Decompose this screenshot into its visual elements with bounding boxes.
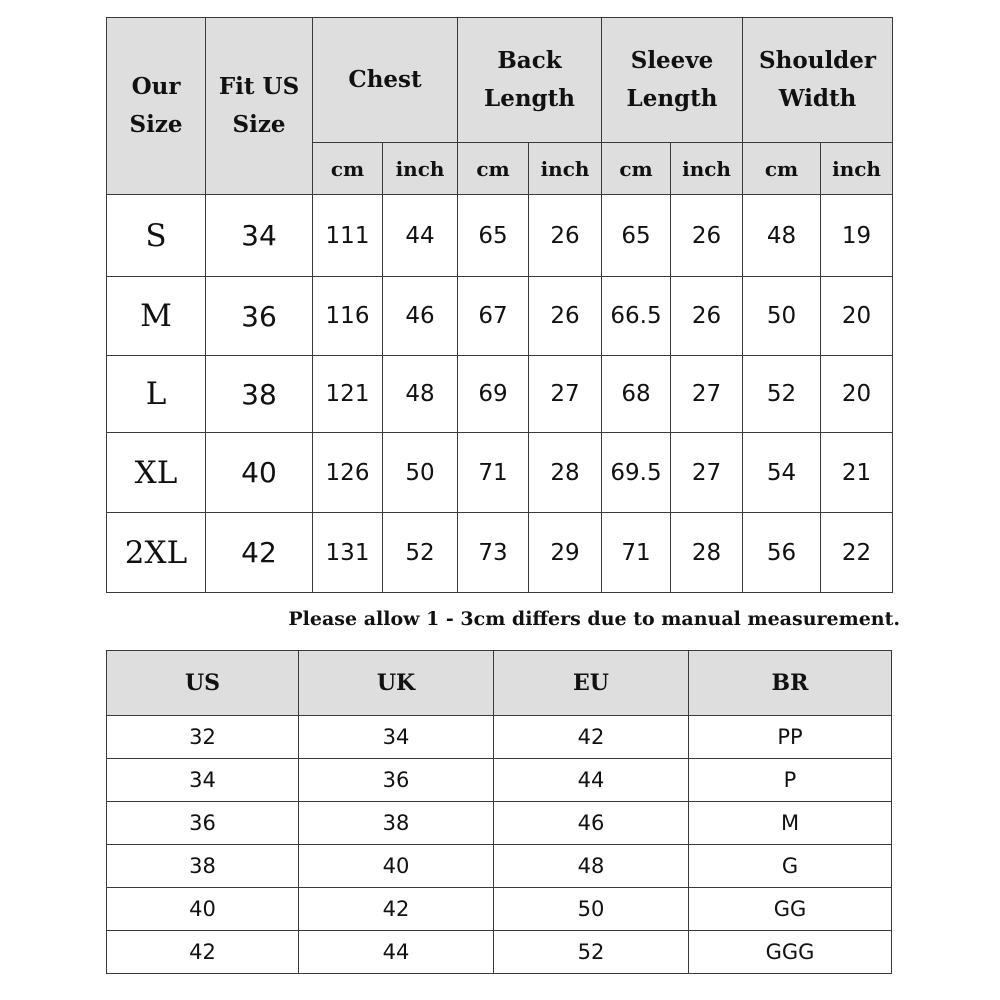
size-cell: 2XL [107,513,206,593]
br-cell: GGG [689,931,892,974]
fit-us-cell: 34 [206,195,313,277]
header-shoulder-width: Shoulder Width [743,18,893,143]
unit-header: inch [821,143,893,195]
sleeve-length-cm-cell: 71 [602,513,671,593]
us-cell: 36 [107,802,299,845]
shoulder-width-cm-cell: 52 [743,356,821,433]
us-cell: 38 [107,845,299,888]
back-length-inch-cell: 26 [529,277,602,356]
sleeve-length-inch-cell: 27 [671,356,743,433]
chest-inch-cell: 50 [383,433,458,513]
br-cell: P [689,759,892,802]
chest-cm-cell: 111 [313,195,383,277]
header-fit-us-size: Fit US Size [206,18,313,195]
sleeve-length-inch-cell: 26 [671,195,743,277]
fit-us-cell: 36 [206,277,313,356]
header-sleeve-length: Sleeve Length [602,18,743,143]
shoulder-width-inch-cell: 19 [821,195,893,277]
shoulder-width-inch-cell: 21 [821,433,893,513]
chest-inch-cell: 52 [383,513,458,593]
unit-header: cm [602,143,671,195]
unit-header: inch [383,143,458,195]
size-conversion-table [106,650,892,974]
back-length-cm-cell: 67 [458,277,529,356]
size-cell: XL [107,433,206,513]
table-row [107,931,892,974]
header-back-length: Back Length [458,18,602,143]
table-row [107,802,892,845]
unit-header: inch [671,143,743,195]
uk-cell: 42 [299,888,494,931]
uk-cell: 36 [299,759,494,802]
sleeve-length-inch-cell: 27 [671,433,743,513]
header-uk: UK [299,651,494,716]
chest-cm-cell: 131 [313,513,383,593]
sleeve-length-inch-cell: 26 [671,277,743,356]
fit-us-cell: 42 [206,513,313,593]
table-row [107,356,893,433]
eu-cell: 48 [494,845,689,888]
eu-cell: 46 [494,802,689,845]
uk-cell: 34 [299,716,494,759]
unit-header: cm [313,143,383,195]
us-cell: 34 [107,759,299,802]
table-row [107,888,892,931]
uk-cell: 38 [299,802,494,845]
sleeve-length-cm-cell: 69.5 [602,433,671,513]
table-row [107,513,893,593]
chest-inch-cell: 44 [383,195,458,277]
size-chart-table [106,17,893,593]
size-cell: L [107,356,206,433]
shoulder-width-cm-cell: 50 [743,277,821,356]
unit-header: cm [743,143,821,195]
br-cell: GG [689,888,892,931]
shoulder-width-inch-cell: 20 [821,277,893,356]
sleeve-length-cm-cell: 68 [602,356,671,433]
measurement-note: Please allow 1 - 3cm differs due to manual measurement. [288,608,900,630]
back-length-inch-cell: 27 [529,356,602,433]
unit-header: cm [458,143,529,195]
shoulder-width-cm-cell: 56 [743,513,821,593]
shoulder-width-cm-cell: 48 [743,195,821,277]
sleeve-length-cm-cell: 65 [602,195,671,277]
table-row [107,759,892,802]
sleeve-length-inch-cell: 28 [671,513,743,593]
size-cell: S [107,195,206,277]
shoulder-width-inch-cell: 20 [821,356,893,433]
table-row [107,433,893,513]
fit-us-cell: 38 [206,356,313,433]
table-row [107,195,893,277]
back-length-cm-cell: 71 [458,433,529,513]
br-cell: M [689,802,892,845]
unit-header: inch [529,143,602,195]
eu-cell: 52 [494,931,689,974]
uk-cell: 44 [299,931,494,974]
br-cell: PP [689,716,892,759]
back-length-inch-cell: 26 [529,195,602,277]
chest-cm-cell: 116 [313,277,383,356]
header-br: BR [689,651,892,716]
us-cell: 42 [107,931,299,974]
uk-cell: 40 [299,845,494,888]
back-length-cm-cell: 69 [458,356,529,433]
table-row [107,716,892,759]
chest-inch-cell: 48 [383,356,458,433]
br-cell: G [689,845,892,888]
eu-cell: 50 [494,888,689,931]
table-row [107,845,892,888]
header-chest: Chest [313,18,458,143]
size-cell: M [107,277,206,356]
eu-cell: 42 [494,716,689,759]
chest-cm-cell: 126 [313,433,383,513]
eu-cell: 44 [494,759,689,802]
table-row [107,277,893,356]
fit-us-cell: 40 [206,433,313,513]
us-cell: 32 [107,716,299,759]
chest-cm-cell: 121 [313,356,383,433]
header-us: US [107,651,299,716]
chest-inch-cell: 46 [383,277,458,356]
back-length-cm-cell: 65 [458,195,529,277]
us-cell: 40 [107,888,299,931]
back-length-cm-cell: 73 [458,513,529,593]
back-length-inch-cell: 28 [529,433,602,513]
header-eu: EU [494,651,689,716]
back-length-inch-cell: 29 [529,513,602,593]
sleeve-length-cm-cell: 66.5 [602,277,671,356]
shoulder-width-inch-cell: 22 [821,513,893,593]
shoulder-width-cm-cell: 54 [743,433,821,513]
header-our-size: Our Size [107,18,206,195]
